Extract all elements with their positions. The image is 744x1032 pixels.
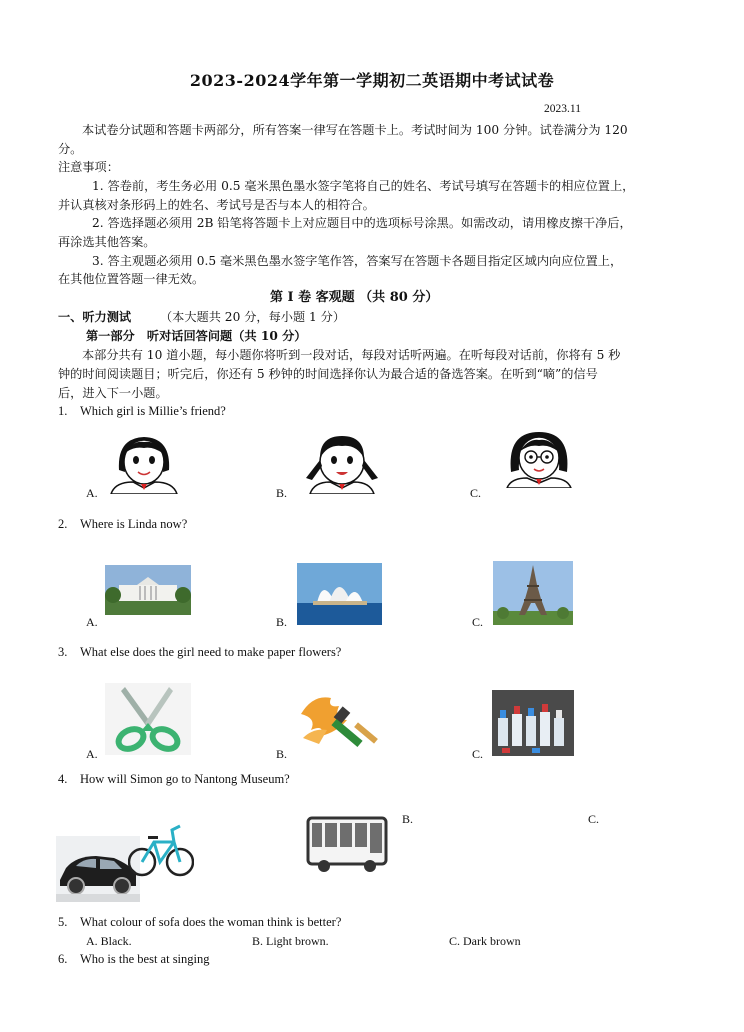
question-5-number: 5. xyxy=(58,915,68,929)
exam-date: 2023.11 xyxy=(544,103,581,115)
q1-option-b[interactable]: B. xyxy=(276,486,288,500)
question-1-number: 1. xyxy=(58,404,68,418)
girl-face-icon[interactable] xyxy=(103,432,185,494)
sub1-title: 第一部分 听对话回答问题（共 10 分） xyxy=(86,329,307,343)
part1-detail: （本大题共 20 分，每小题 1 分） xyxy=(160,310,346,324)
girl-glasses-face-icon[interactable] xyxy=(497,430,581,488)
scissors-icon[interactable] xyxy=(105,683,191,755)
intro-line-1: 本试卷分试题和答题卡两部分，所有答案一律写在答题卡上。考试时间为 100 分钟。试卷满分为 120 xyxy=(82,123,628,137)
instructions-line-3: 后，进入下一小题。 xyxy=(58,386,168,400)
bicycle-icon[interactable] xyxy=(128,812,194,882)
volume-title: 第 I 卷 客观题 （共 80 分） xyxy=(270,290,439,305)
q3-option-c[interactable]: C. xyxy=(472,747,484,761)
paintbrush-icon[interactable] xyxy=(297,684,381,756)
q5-option-b[interactable]: B. Light brown. xyxy=(252,934,329,948)
question-4-text: How will Simon go to Nantong Museum? xyxy=(80,772,290,786)
q3-option-b[interactable]: B. xyxy=(276,747,288,761)
white-house-photo[interactable] xyxy=(105,565,191,615)
q2-option-b[interactable]: B. xyxy=(276,615,288,629)
q3-option-a[interactable]: A. xyxy=(86,747,98,761)
q4-option-b[interactable]: B. xyxy=(402,812,414,826)
girl-braids-face-icon[interactable] xyxy=(300,432,384,494)
question-2-text: Where is Linda now? xyxy=(80,517,188,531)
notice-1-line-1: 1. 答卷前，考生务必用 0.5 毫米黑色墨水签字笔将自己的姓名、考试号填写在答题卡的相应位置上， xyxy=(92,179,635,193)
question-6-number: 6. xyxy=(58,952,68,966)
question-2-number: 2. xyxy=(58,517,68,531)
q4-option-c[interactable]: C. xyxy=(588,812,600,826)
sydney-opera-house-photo[interactable] xyxy=(297,563,382,625)
instructions-line-1: 本部分共有 10 道小题，每小题你将听到一段对话，每段对话听两遍。在听每段对话前，你将有 5 秒 xyxy=(82,348,621,362)
part1-label: 一、听力测试 xyxy=(58,310,132,324)
notice-3-line-2: 在其他位置答题一律无效。 xyxy=(58,272,205,286)
question-3-text: What else does the girl need to make paper flowers? xyxy=(80,645,342,659)
q2-option-a[interactable]: A. xyxy=(86,615,98,629)
q1-option-c[interactable]: C. xyxy=(470,486,482,500)
notice-label: 注意事项： xyxy=(58,160,119,174)
q1-option-a[interactable]: A. xyxy=(86,486,98,500)
eiffel-tower-photo[interactable] xyxy=(493,561,573,625)
notice-2-line-2: 再涂选其他答案。 xyxy=(58,235,156,249)
q5-option-c[interactable]: C. Dark brown xyxy=(449,934,521,948)
bus-icon[interactable] xyxy=(306,814,388,874)
q2-option-c[interactable]: C. xyxy=(472,615,484,629)
question-1-text: Which girl is Millie’s friend? xyxy=(80,404,226,418)
instructions-line-2: 钟的时间阅读题目；听完后，你还有 5 秒钟的时间选择你认为最合适的备选答案。在听到“嘀”的信号 xyxy=(58,367,598,381)
notice-3-line-1: 3. 答主观题必须用 0.5 毫米黑色墨水签字笔作答，答案写在答题卡各题目指定区域内向应位置上， xyxy=(92,254,623,268)
page-title: 2023-2024学年第一学期初二英语期中考试试卷 xyxy=(189,71,555,90)
question-4-number: 4. xyxy=(58,772,68,786)
question-3-number: 3. xyxy=(58,645,68,659)
question-5-text: What colour of sofa does the woman think is better? xyxy=(80,915,342,929)
notice-2-line-1: 2. 答选择题必须用 2B 铅笔将答题卡上对应题目中的选项标号涂黑。如需改动，请用橡皮擦干净后， xyxy=(92,216,632,230)
glue-bottles-icon[interactable] xyxy=(492,690,574,756)
q5-option-a[interactable]: A. Black. xyxy=(86,934,132,948)
notice-1-line-2: 并认真核对条形码上的姓名、考试号是否与本人的相符合。 xyxy=(58,198,375,212)
question-6-text: Who is the best at singing xyxy=(80,952,210,966)
intro-line-2: 分。 xyxy=(58,142,83,156)
